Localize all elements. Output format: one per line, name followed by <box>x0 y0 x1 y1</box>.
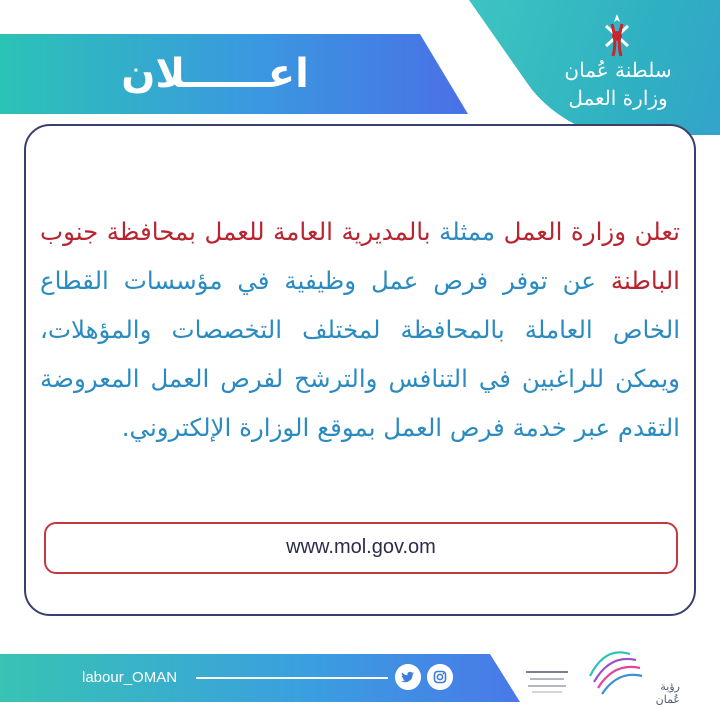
announcement-body: ممثلة <box>430 217 504 246</box>
announcement-highlight: تعلن وزارة العمل <box>503 217 680 246</box>
vision-label: رؤية عُمان <box>655 680 680 706</box>
social-handle[interactable]: labour_OMAN <box>82 669 178 686</box>
page-title: اعــــــلان <box>121 51 309 97</box>
website-link[interactable]: www.mol.gov.om <box>286 536 436 558</box>
announcement-text <box>40 207 680 452</box>
announcement-highlight: بالمديرية العامة للعمل بمحافظة جنوب الباطنة <box>40 217 680 295</box>
oman-emblem-icon <box>600 12 634 60</box>
twitter-icon[interactable] <box>395 664 421 690</box>
announcement-body: عن توفر فرص عمل وظيفية في مؤسسات القطاع الخاص العاملة بالمحافظة لمختلف التخصصات والمؤهلات، ويمكن للراغبين في التنافس والترشح لفرص العمل المعروضة التقدم عبر خدمة فرص العمل بموقع الوزارة الإلكتروني. <box>40 266 680 442</box>
ministry-logo-line1: سلطنة عُمان <box>564 58 672 82</box>
footer-divider <box>196 677 388 679</box>
slogan-logo-icon <box>522 664 572 700</box>
ministry-logo-line2: وزارة العمل <box>568 86 668 110</box>
instagram-icon[interactable] <box>427 664 453 690</box>
